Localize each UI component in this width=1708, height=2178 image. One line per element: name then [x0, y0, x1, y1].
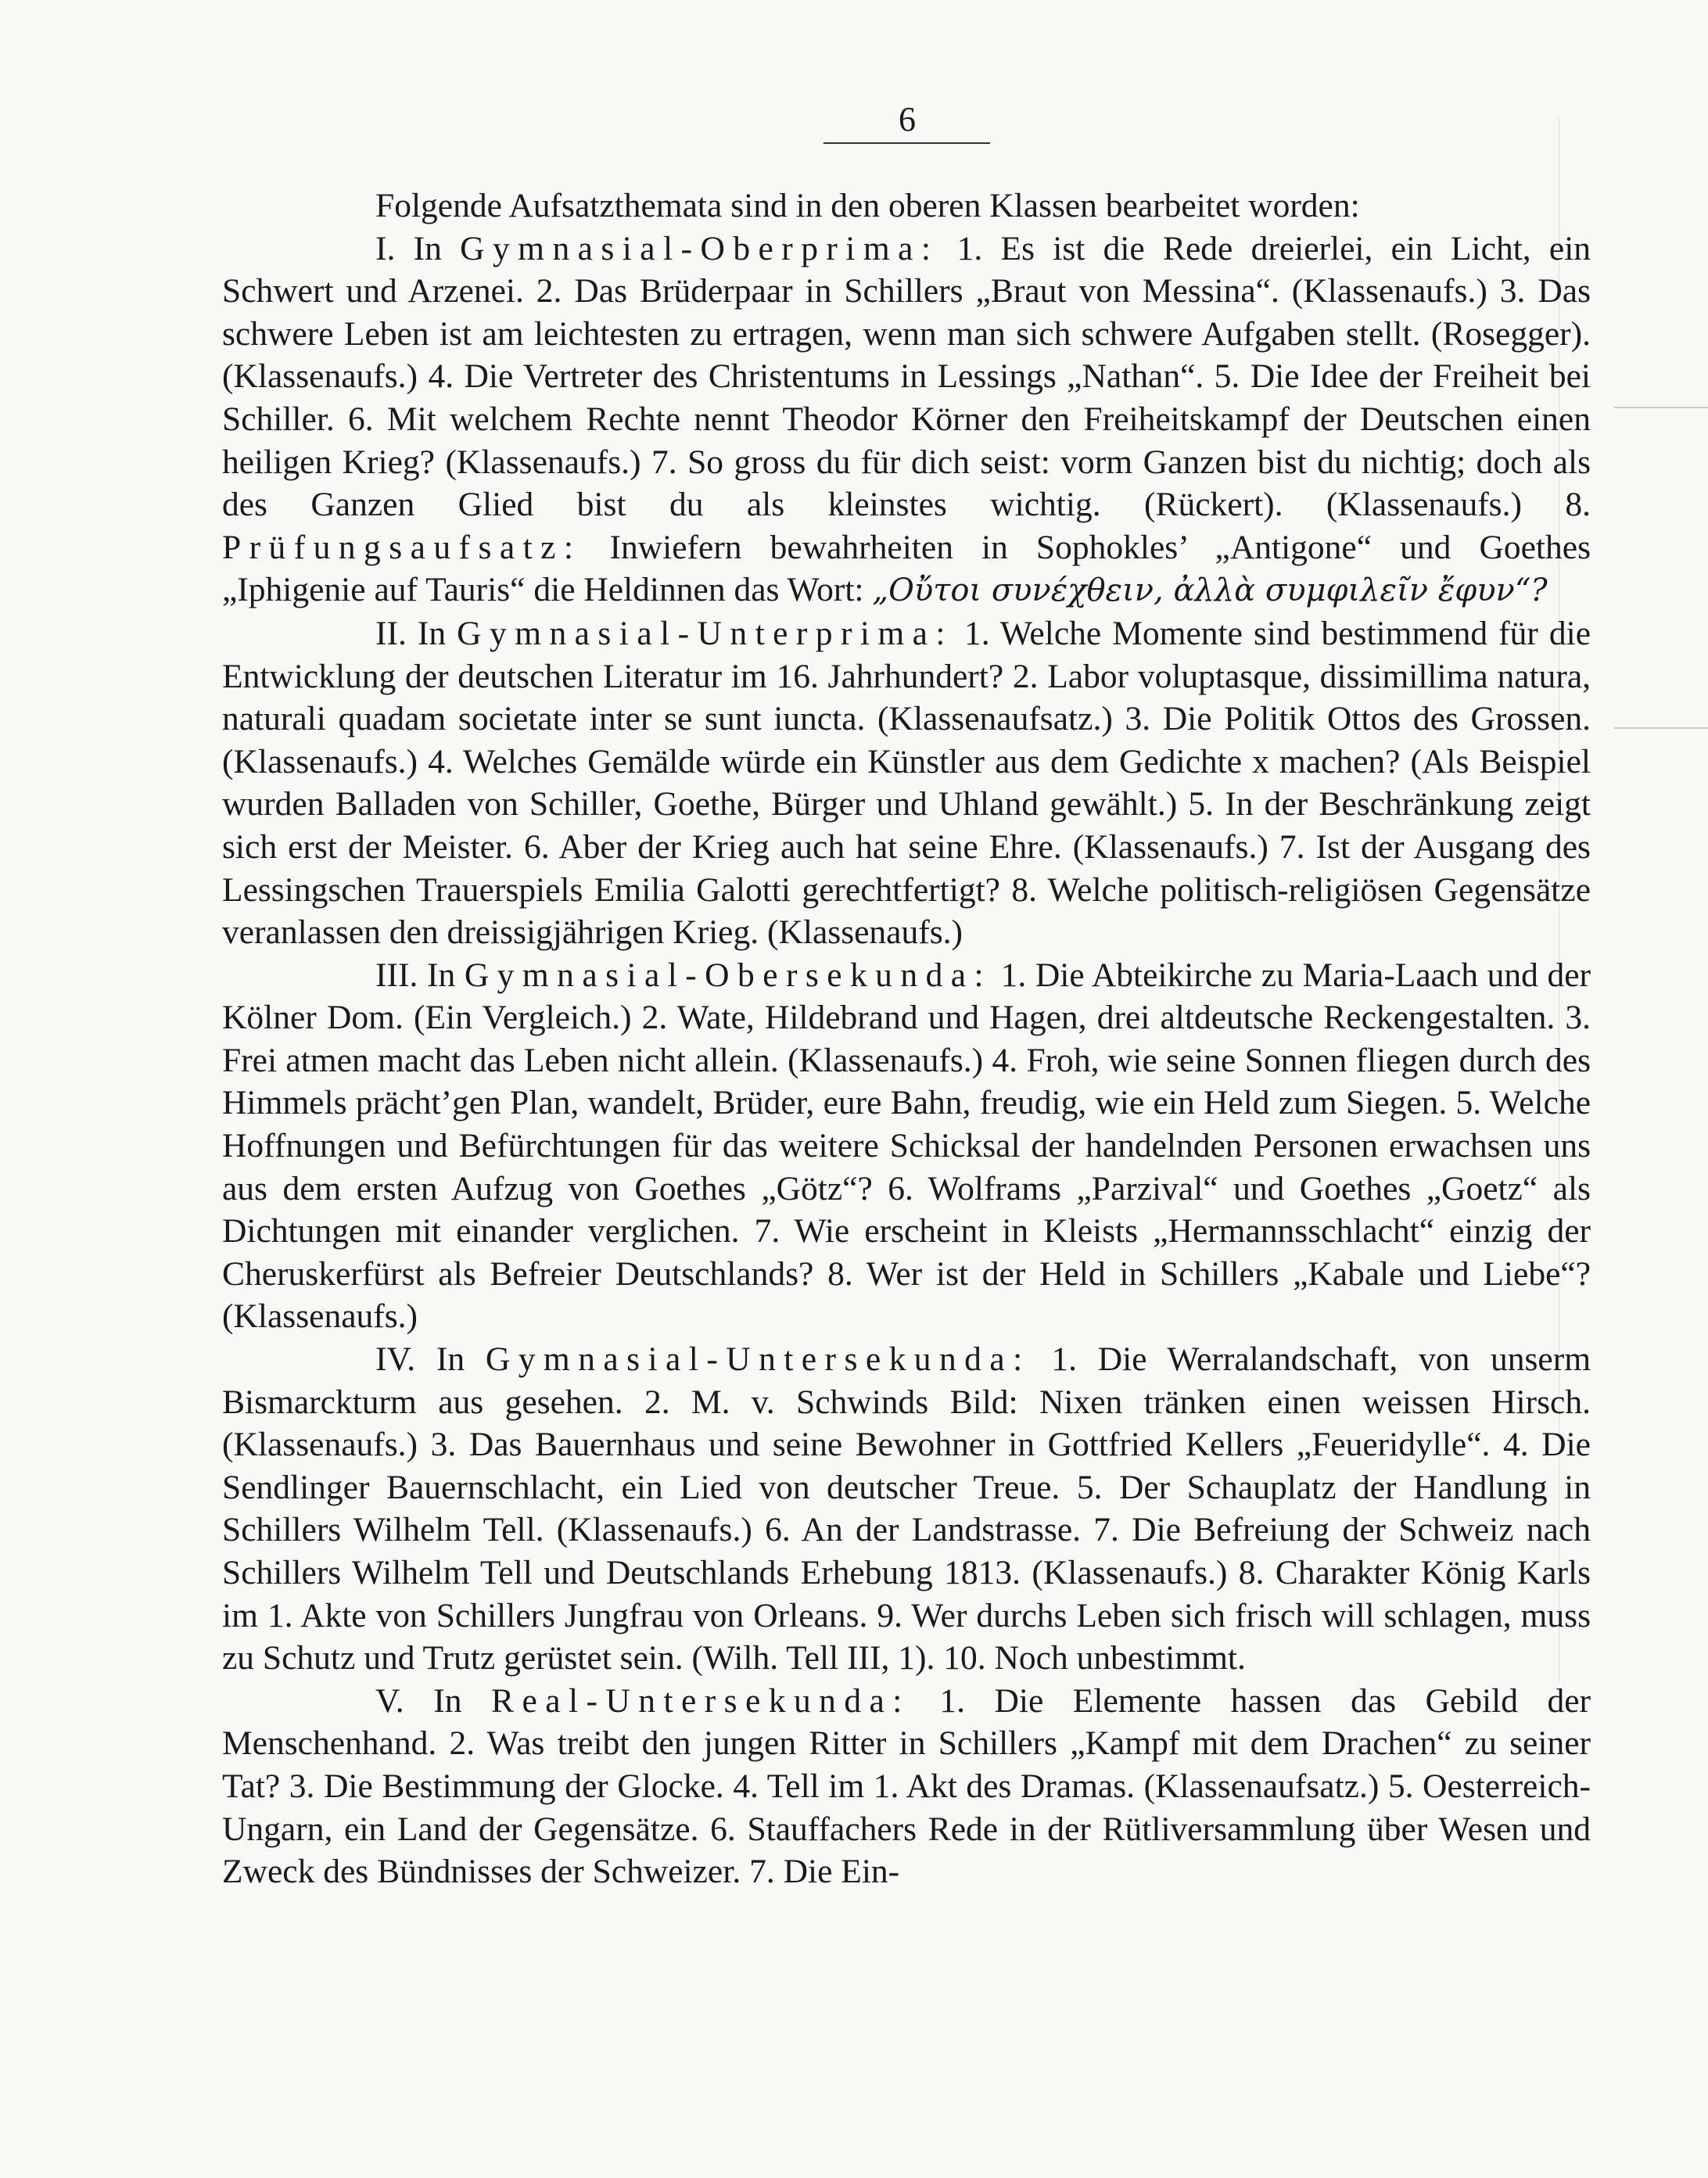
section-class-name: Gymnasial-Obersekunda: — [464, 956, 992, 994]
exam-label: Prüfungsaufsatz: — [222, 528, 582, 566]
section-pre: In — [417, 614, 447, 652]
section-unterprima — [222, 612, 1591, 954]
section-pre: In — [436, 1340, 465, 1379]
section-body: 1. Die Werralandschaft, von unserm Bismarckturm aus gesehen. 2. M. v. Schwinds Bild: Nixen tränken einen weissen Hirsch. (Klassenaufs.) 3. Das Bauernhaus und seine Bewohner in Gottfried Kellers „Feueridylle“. 4. Die Sendlinger Bauernschlacht, ein Lied von deutscher Treue. 5. Der Schauplatz der Handlung in Schillers Wilhelm Tell. (Klassenaufs.) 6. An der Landstrasse. 7. Die Befreiung der Schweiz nach Schillers Wilhelm Tell und Deutschlands Erhebung 1813. (Klassenaufs.) 8. Charakter König Karls im 1. Akte von Schillers Jungfrau von Orleans. 9. Wer durchs Leben sich frisch will schlagen, muss zu Schutz und Trutz gerüstet sein. (Wilh. Tell III, 1). 10. Noch unbestimmt. — [222, 1340, 1591, 1677]
section-numeral: V. — [375, 1681, 404, 1720]
section-numeral: III. — [375, 956, 418, 994]
section-obersekunda — [222, 954, 1591, 1338]
bleed-through-mark — [1614, 727, 1708, 729]
greek-quote: „Οὔτοι συνέχθειν, ἀλλὰ συμφιλεῖν ἔφυν“? — [872, 572, 1548, 609]
bleed-through-mark — [1614, 407, 1708, 408]
section-body: 1. Es ist die Rede dreierlei, ein Licht, ein Schwert und Arzenei. 2. Das Brüderpaar in Schillers „Braut von Messina“. (Klassenaufs.) 3. Das schwere Leben ist am leichtesten zu ertragen, wenn man sich schwere Aufgaben stellt. (Rosegger). (Klassenaufs.) 4. Die Vertreter des Christentums in Lessings „Nathan“. 5. Die Idee der Freiheit bei Schiller. 6. Mit welchem Rechte nennt Theodor Körner den Freiheitskampf der Deutschen einen heiligen Krieg? (Klassenaufs.) 7. So gross du für dich seist: vorm Ganzen bist du nichtig; doch als des Ganzen Glied bist du als kleinstes wichtig. (Rückert). (Klassenaufs.) 8. — [222, 229, 1591, 524]
section-oberprima — [222, 228, 1591, 612]
section-class-name: Real-Untersekunda: — [491, 1681, 910, 1720]
section-class-name: Gymnasial-Untersekunda: — [485, 1340, 1031, 1379]
page-number: 6 — [899, 100, 916, 138]
section-body: 1. Die Elemente hassen das Gebild der Menschenhand. 2. Was treibt den jungen Ritter in Schillers „Kampf mit dem Drachen“ zu seiner Tat? 3. Die Bestimmung der Glocke. 4. Tell im 1. Akt des Dramas. (Klassenaufsatz.) 5. Oesterreich-Ungarn, ein Land der Gegensätze. 6. Stauffachers Rede in der Rütliversammlung über Wesen und Zweck des Bündnisses der Schweizer. 7. Die Ein- — [222, 1681, 1591, 1891]
body-text — [222, 185, 1591, 1893]
section-numeral: IV. — [375, 1340, 416, 1379]
section-class-name: Gymnasial-Oberprima: — [460, 229, 939, 267]
section-body-continued: Inwiefern bewahrheiten in Sophokles’ „Antigone“ und Goethes „Iphigenie auf Tauris“ die Heldinnen das Wort: — [222, 528, 1591, 609]
section-class-name: Gymnasial-Unterprima: — [457, 614, 953, 652]
intro-paragraph: Folgende Aufsatzthemata sind in den oberen Klassen bearbeitet worden: — [375, 187, 1360, 224]
section-untersekunda — [222, 1338, 1591, 1680]
section-body: 1. Welche Momente sind bestimmend für die Entwicklung der deutschen Literatur im 16. Jahrhundert? 2. Labor voluptasque, dissimillima natura, naturali quadam societate inter se sunt iuncta. (Klassenaufsatz.) 3. Die Politik Ottos des Grossen. (Klassenaufs.) 4. Welches Gemälde würde ein Künstler aus dem Gedichte x machen? (Als Beispiel wurden Balladen von Schiller, Goethe, Bürger und Uhland gewählt.) 5. In der Beschränkung zeigt sich erst der Meister. 6. Aber der Krieg auch hat seine Ehre. (Klassenaufs.) 7. Ist der Ausgang des Lessingschen Trauerspiels Emilia Galotti gerechtfertigt? 8. Welche politisch-religiösen Gegensätze veranlassen den dreissigjährigen Krieg. (Klassenaufs.) — [222, 614, 1591, 952]
section-body: 1. Die Abteikirche zu Maria-Laach und der Kölner Dom. (Ein Vergleich.) 2. Wate, Hildebrand und Hagen, drei altdeutsche Reckengestalten. 3. Frei atmen macht das Leben nicht allein. (Klassenaufs.) 4. Froh, wie seine Sonnen fliegen durch des Himmels prächt’gen Plan, wandelt, Brüder, eure Bahn, freudig, wie ein Held zum Siegen. 5. Welche Hoffnungen und Befürchtungen für das weitere Schicksal der handelnden Personen erwachsen uns aus dem ersten Aufzug von Goethes „Götz“? 6. Wolframs „Parzival“ und Goethes „Goetz“ als Dichtungen mit einander verglichen. 7. Wie erscheint in Kleists „Hermannsschlacht“ einzig der Cheruskerfürst als Befreier Deutschlands? 8. Wer ist der Held in Schillers „Kabale und Liebe“? (Klassenaufs.) — [222, 956, 1591, 1336]
section-pre: In — [426, 956, 456, 994]
section-numeral: I. — [375, 229, 396, 267]
section-pre: In — [413, 229, 442, 267]
section-numeral: II. — [375, 614, 407, 652]
section-real-untersekunda — [222, 1680, 1591, 1893]
page-number-rule — [824, 142, 990, 144]
section-pre: In — [433, 1681, 462, 1720]
